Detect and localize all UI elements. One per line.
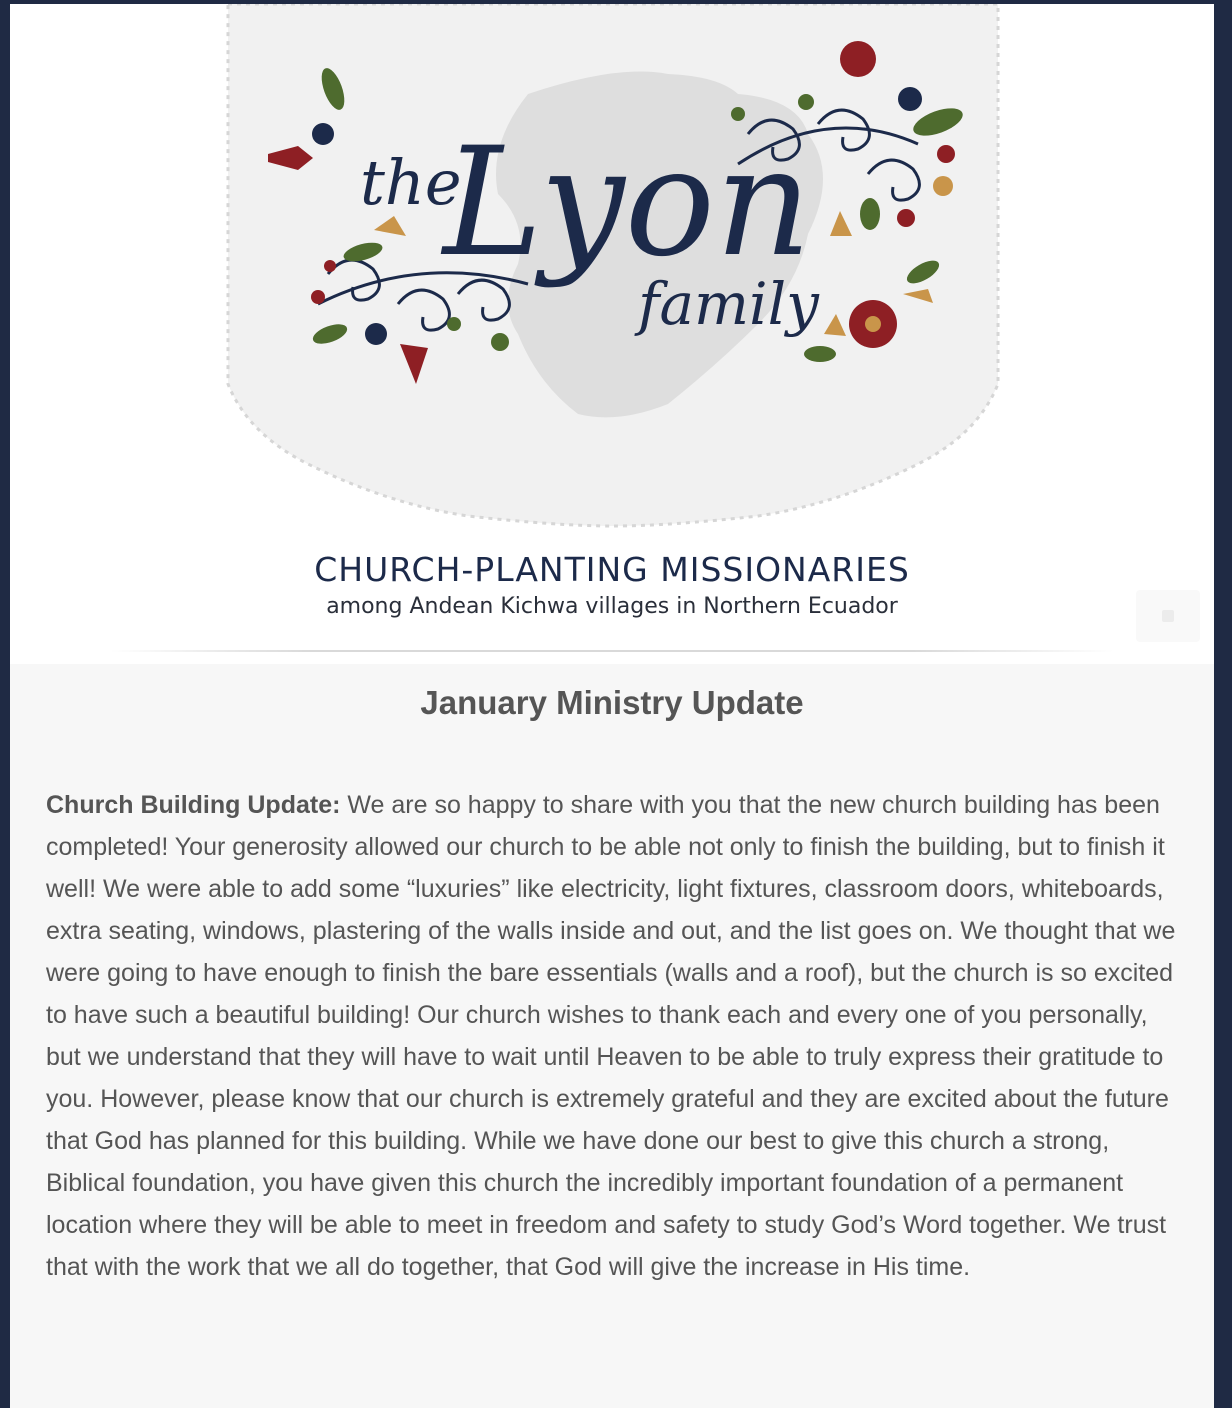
logo-family-text: family [638,270,819,338]
tagline [10,548,1214,622]
update-title: January Ministry Update [420,684,804,721]
square-icon [1162,610,1174,622]
section-body: We are so happy to share with you that the new church building has been completed! Your generosity allowed our church to be able not only to finish the building, but to finish it well! We were able to add some “luxuries” like electricity, light fixtures, classroom doors, whiteboards, extra seating, windows, plastering of the walls inside and out, and the list goes on. We thought that we were going to have enough to finish the bare essentials (walls and a roof), but the church is so excited to have such a beautiful building! Our church wishes to thank each and every one of you personally, but we understand that they will have to wait until Heaven to be able to truly express their gratitude to you. However, please know that our church is extremely grateful and they are excited about the future that God has planned for this building. While we have done our best to give this church a strong, Biblical foundation, you have given this church the incredibly important foundation of a permanent location where they will be able to meet in freedom and safety to study God’s Word together. We trust that with the work that we all do together, that God will give the increase in His time. [46,791,1176,1281]
corner-button[interactable] [1136,590,1200,642]
update-paragraph [46,784,1186,1288]
logo-lyon-text: Lyon [443,116,812,290]
section-label: Church Building Update: [46,791,341,819]
logo-the-text: the [360,146,462,219]
lyon-family-logo [198,4,1028,534]
tagline-sub: among Andean Kichwa villages in Northern Ecuador [326,594,898,619]
email-frame [10,4,1214,1408]
header-divider [110,650,1114,652]
newsletter-header [10,4,1214,664]
tagline-main: CHURCH-PLANTING MISSIONARIES [314,550,910,589]
